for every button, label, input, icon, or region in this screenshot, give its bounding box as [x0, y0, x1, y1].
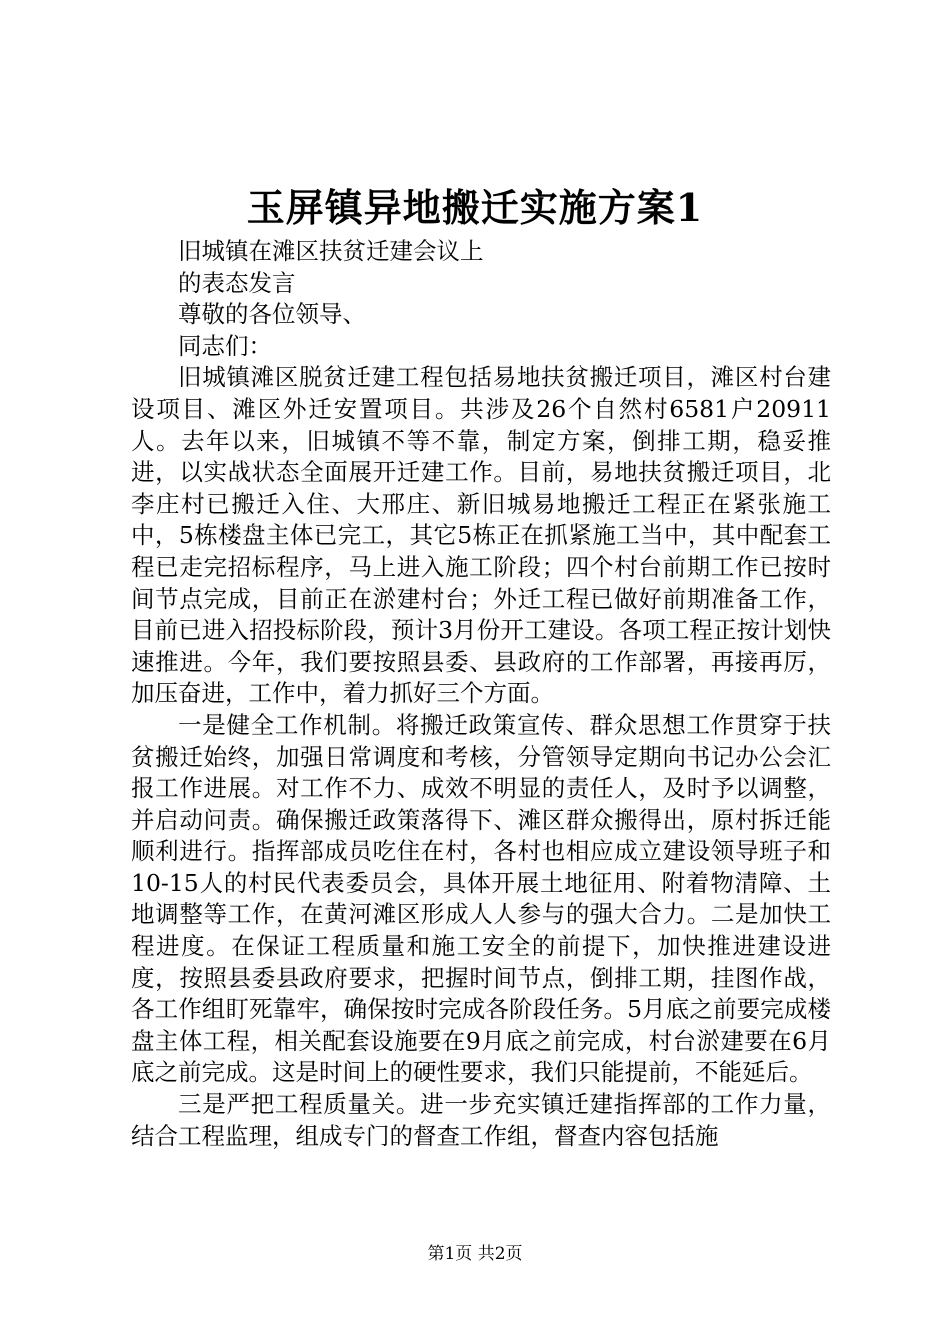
paragraph: 同志们： [178, 331, 272, 360]
paragraph: 一是健全工作机制。将搬迁政策宣传、群众思想工作贯穿于扶贫搬迁始终，加强日常调度和考核，分管领导定期向书记办公会汇报工作进展。对工作不力、成效不明显的责任人，及时予以调整，并启动问责。确保搬迁政策落得下、滩区群众搬得出，原村拆迁能顺利进行。指挥部成员吃住在村，各村也相应成立建设领导班子和10-15人的村民代表委员会，具体开展土地征用、附着物清障、土地调整等工作，在黄河滩区形成人人参与的强大合力。二是加快工程进度。在保证工程质量和施工安全的前提下，加快推进建设进度，按照县委县政府要求，把握时间节点，倒排工期，挂图作战，各工作组盯死靠牢，确保按时完成各阶段任务。5月底之前要完成楼盘主体工程，相关配套设施要在9月底之前完成，村台淤建要在6月底之前完成。这是时间上的硬性要求，我们只能提前，不能延后。 [131, 710, 831, 1087]
document-body [131, 236, 831, 1152]
paragraph: 旧城镇滩区脱贫迁建工程包括易地扶贫搬迁项目，滩区村台建设项目、滩区外迁安置项目。共涉及26个自然村6581户20911人。去年以来，旧城镇不等不靠，制定方案，倒排工期，稳妥推进，以实战状态全面展开迁建工作。目前，易地扶贫搬迁项目，北李庄村已搬迁入住、大邢庄、新旧城易地搬迁工程正在紧张施工中，5栋楼盘主体已完工，其它5栋正在抓紧施工当中，其中配套工程已走完招标程序，马上进入施工阶段；四个村台前期工作已按时间节点完成，目前正在淤建村台；外迁工程已做好前期准备工作，目前已进入招投标阶段，预计3月份开工建设。各项工程正按计划快速推进。今年，我们要按照县委、县政府的工作部署，再接再厉，加压奋进，工作中，着力抓好三个方面。 [131, 363, 831, 708]
paragraph: 尊敬的各位领导、 [178, 300, 366, 329]
paragraph: 旧城镇在滩区扶贫迁建会议上 [178, 237, 484, 265]
document-title: 玉屏镇异地搬迁实施方案1 [246, 185, 704, 230]
paragraph: 三是严把工程质量关。进一步充实镇迁建指挥部的工作力量，结合工程监理，组成专门的督查工作组，督查内容包括施 [131, 1090, 831, 1150]
paragraph: 的表态发言 [178, 268, 296, 297]
page-footer: 第1页 共2页 [427, 1244, 523, 1264]
